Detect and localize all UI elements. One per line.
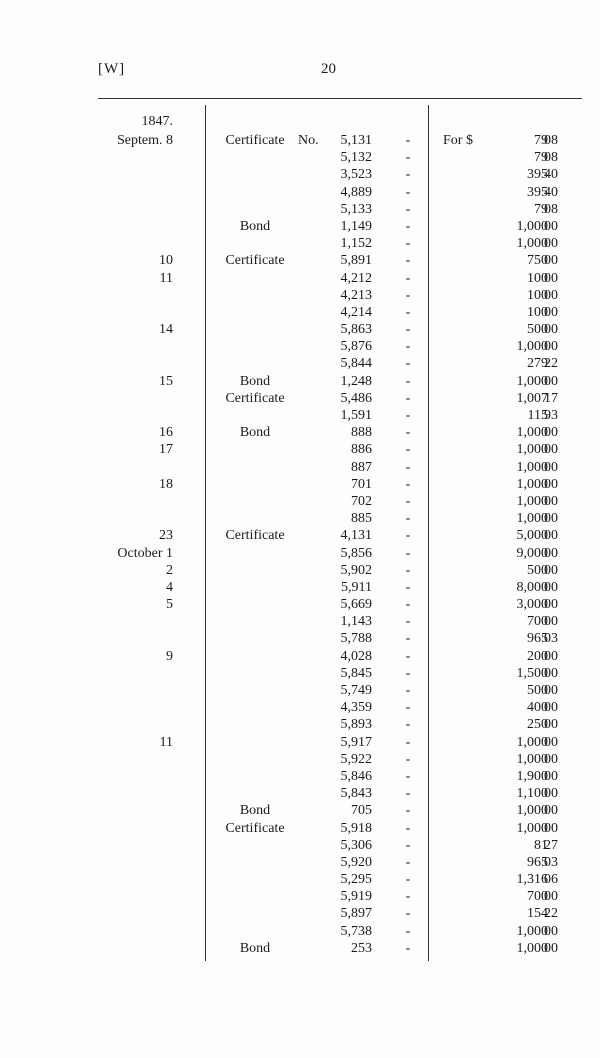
amount-dollars: 1,316	[516, 872, 548, 888]
separator-dash: -	[405, 167, 411, 183]
amount-prefix: For $	[443, 133, 473, 148]
separator-dash: -	[405, 854, 411, 870]
ledger-row	[0, 562, 600, 579]
separator-dash: -	[405, 820, 411, 836]
separator-dash: -	[405, 614, 411, 630]
ledger-row	[0, 287, 600, 304]
separator-dash: -	[405, 786, 411, 802]
ledger-row	[0, 579, 600, 596]
ledger-row	[0, 459, 600, 476]
amount-dollars: 1,000	[516, 442, 548, 458]
amount-dollars: 200	[527, 648, 548, 664]
security-number: 4,889	[340, 184, 372, 200]
amount-dollars: 965	[527, 631, 548, 647]
amount-cents: 00	[544, 459, 558, 475]
amount-cents: 00	[544, 820, 558, 836]
ledger-row	[0, 854, 600, 871]
amount-cents: 00	[544, 373, 558, 389]
security-number: 5,669	[340, 597, 372, 613]
security-number: 5,843	[340, 786, 372, 802]
ledger-row	[0, 424, 600, 441]
amount-cents: 00	[544, 579, 558, 595]
amount-dollars: 1,000	[516, 940, 548, 956]
separator-dash: -	[405, 493, 411, 509]
section-mark: [W]	[98, 61, 126, 77]
security-number: 5,911	[341, 579, 372, 595]
amount-dollars: 500	[527, 322, 548, 338]
amount-cents: 03	[544, 854, 558, 870]
security-number: 5,922	[340, 751, 372, 767]
amount-dollars: 100	[527, 304, 548, 320]
amount-dollars: 115	[527, 408, 548, 423]
security-number: 4,212	[340, 270, 372, 286]
separator-dash: -	[405, 373, 411, 389]
amount-dollars: 395	[527, 184, 548, 200]
separator-dash: -	[405, 287, 411, 303]
security-type: Certificate	[225, 133, 285, 148]
amount-dollars: 965	[527, 854, 548, 870]
amount-dollars: 1,000	[516, 923, 548, 939]
amount-dollars: 79	[534, 133, 548, 148]
separator-dash: -	[405, 717, 411, 733]
security-number: 5,893	[340, 717, 372, 733]
page-number: 20	[321, 61, 336, 77]
entry-date: 11	[159, 734, 173, 750]
amount-dollars: 1,000	[516, 236, 548, 252]
security-number: 888	[351, 425, 372, 441]
ledger-row	[0, 373, 600, 390]
separator-dash: -	[405, 356, 411, 372]
ledger-row	[0, 716, 600, 733]
amount-dollars: 81	[534, 837, 548, 853]
security-number: 5,846	[340, 768, 372, 784]
amount-dollars: 1,000	[516, 339, 548, 355]
ledger-row	[0, 184, 600, 201]
separator-dash: -	[405, 700, 411, 716]
security-number: 3,523	[340, 167, 372, 183]
amount-dollars: 79	[534, 150, 548, 166]
ledger-row	[0, 545, 600, 562]
security-number: 5,133	[340, 201, 372, 217]
amount-dollars: 500	[527, 683, 548, 698]
separator-dash: -	[405, 459, 411, 475]
separator-dash: -	[405, 184, 411, 200]
separator-dash: -	[405, 923, 411, 939]
ledger-row	[0, 648, 600, 665]
separator-dash: -	[405, 768, 411, 784]
security-number: 705	[351, 803, 372, 819]
security-number: 1,248	[340, 373, 372, 389]
separator-dash: -	[405, 906, 411, 922]
amount-cents: 08	[544, 201, 558, 217]
security-number: 5,788	[340, 631, 372, 647]
security-number: 5,891	[340, 253, 372, 269]
separator-dash: -	[405, 683, 411, 698]
security-number: 253	[351, 940, 372, 956]
security-number: 5,863	[340, 322, 372, 338]
separator-dash: -	[405, 270, 411, 286]
separator-dash: -	[405, 511, 411, 527]
amount-cents: 00	[544, 768, 558, 784]
amount-cents: 00	[544, 683, 558, 698]
amount-cents: 08	[544, 150, 558, 166]
amount-cents: 22	[544, 906, 558, 922]
security-type: Certificate	[225, 253, 285, 269]
amount-dollars: 1,100	[516, 786, 548, 802]
security-number: 5,876	[340, 339, 372, 355]
amount-dollars: 1,000	[516, 511, 548, 527]
amount-cents: 00	[544, 734, 558, 750]
separator-dash: -	[405, 218, 411, 234]
separator-dash: -	[405, 201, 411, 217]
amount-dollars: 79	[534, 201, 548, 217]
entry-date: 17	[159, 442, 173, 458]
ledger-row	[0, 166, 600, 183]
separator-dash: -	[405, 133, 411, 148]
security-number: 5,132	[340, 150, 372, 166]
amount-dollars: 1,000	[516, 218, 548, 234]
separator-dash: -	[405, 442, 411, 458]
amount-cents: 22	[544, 356, 558, 372]
security-number: 5,917	[340, 734, 372, 750]
amount-dollars: 1,000	[516, 493, 548, 509]
ledger-row	[0, 630, 600, 647]
amount-dollars: 9,000	[516, 545, 548, 561]
amount-dollars: 750	[527, 253, 548, 269]
ledger-row	[0, 751, 600, 768]
amount-cents: 00	[544, 940, 558, 956]
amount-cents: 00	[544, 493, 558, 509]
number-prefix: No.	[298, 133, 319, 148]
ledger-row	[0, 201, 600, 218]
ledger-row	[0, 338, 600, 355]
ledger-row	[0, 476, 600, 493]
ledger-row	[0, 510, 600, 527]
security-number: 5,844	[340, 356, 372, 372]
security-number: 5,920	[340, 854, 372, 870]
ledger-row	[0, 132, 600, 149]
amount-cents: 00	[544, 322, 558, 338]
entry-date: 9	[166, 648, 173, 664]
security-number: 885	[351, 511, 372, 527]
amount-dollars: 100	[527, 270, 548, 286]
amount-cents: 00	[544, 923, 558, 939]
year-label: 1847.	[141, 114, 173, 129]
security-number: 5,845	[340, 665, 372, 681]
security-number: 1,152	[340, 236, 372, 252]
amount-cents: 00	[544, 614, 558, 630]
security-number: 4,028	[340, 648, 372, 664]
amount-dollars: 1,000	[516, 459, 548, 475]
entry-date: 10	[159, 253, 173, 269]
amount-cents: 27	[544, 837, 558, 853]
ledger-row	[0, 682, 600, 699]
amount-cents: 00	[544, 803, 558, 819]
amount-dollars: 500	[527, 562, 548, 578]
amount-dollars: 1,000	[516, 476, 548, 492]
header-rule	[98, 98, 582, 99]
amount-cents: 00	[544, 562, 558, 578]
amount-cents: 93	[544, 408, 558, 423]
ledger-row	[0, 613, 600, 630]
amount-cents: 00	[544, 786, 558, 802]
ledger-row	[0, 596, 600, 613]
amount-cents: 00	[544, 717, 558, 733]
ledger-row	[0, 837, 600, 854]
security-type: Bond	[239, 373, 271, 389]
amount-cents: 00	[544, 287, 558, 303]
amount-dollars: 400	[527, 700, 548, 716]
ledger-row	[0, 493, 600, 510]
amount-dollars: 1,900	[516, 768, 548, 784]
separator-dash: -	[405, 734, 411, 750]
separator-dash: -	[405, 304, 411, 320]
ledger-row	[0, 355, 600, 372]
separator-dash: -	[405, 528, 411, 544]
amount-dollars: 1,007	[516, 390, 548, 406]
entry-date: 15	[159, 373, 173, 389]
separator-dash: -	[405, 579, 411, 595]
security-type: Bond	[239, 940, 271, 956]
security-number: 5,856	[340, 545, 372, 561]
entry-date: 16	[159, 425, 173, 441]
security-number: 701	[351, 476, 372, 492]
amount-dollars: 395	[527, 167, 548, 183]
ledger-row	[0, 321, 600, 338]
ledger-row	[0, 270, 600, 287]
ledger-row	[0, 304, 600, 321]
security-number: 4,131	[340, 528, 372, 544]
separator-dash: -	[405, 476, 411, 492]
security-number: 5,131	[340, 133, 372, 148]
amount-dollars: 700	[527, 614, 548, 630]
amount-cents: 03	[544, 631, 558, 647]
security-number: 1,149	[340, 218, 372, 234]
security-number: 5,486	[340, 390, 372, 406]
amount-dollars: 1,000	[516, 373, 548, 389]
amount-cents: 00	[544, 545, 558, 561]
separator-dash: -	[405, 889, 411, 905]
amount-dollars: 1,000	[516, 734, 548, 750]
ledger-row	[0, 905, 600, 922]
separator-dash: -	[405, 408, 411, 423]
ledger-row	[0, 734, 600, 751]
separator-dash: -	[405, 339, 411, 355]
entry-date: 23	[159, 528, 173, 544]
ledger-row	[0, 923, 600, 940]
amount-cents: 00	[544, 236, 558, 252]
ledger-row	[0, 888, 600, 905]
separator-dash: -	[405, 562, 411, 578]
amount-dollars: 1,000	[516, 425, 548, 441]
amount-cents: 00	[544, 425, 558, 441]
amount-cents: 00	[544, 339, 558, 355]
amount-dollars: 5,000	[516, 528, 548, 544]
security-number: 5,738	[340, 923, 372, 939]
security-number: 886	[351, 442, 372, 458]
amount-cents: 00	[544, 665, 558, 681]
entry-date: 5	[166, 597, 173, 613]
security-type: Bond	[239, 218, 271, 234]
amount-cents: 00	[544, 889, 558, 905]
security-number: 4,213	[340, 287, 372, 303]
security-number: 4,214	[340, 304, 372, 320]
amount-cents: 08	[544, 133, 558, 148]
amount-dollars: 1,500	[516, 665, 548, 681]
separator-dash: -	[405, 597, 411, 613]
ledger-row	[0, 820, 600, 837]
security-type: Certificate	[225, 820, 285, 836]
entry-date: 18	[159, 476, 173, 492]
security-number: 5,902	[340, 562, 372, 578]
separator-dash: -	[405, 665, 411, 681]
security-number: 5,919	[340, 889, 372, 905]
separator-dash: -	[405, 751, 411, 767]
entry-date: 4	[166, 579, 173, 595]
security-type: Bond	[239, 425, 271, 441]
amount-cents: 06	[544, 872, 558, 888]
separator-dash: -	[405, 425, 411, 441]
security-number: 702	[351, 493, 372, 509]
amount-dollars: 100	[527, 287, 548, 303]
amount-dollars: 1,000	[516, 803, 548, 819]
separator-dash: -	[405, 837, 411, 853]
ledger-row	[0, 407, 600, 424]
amount-dollars: 250	[527, 717, 548, 733]
ledger-row	[0, 940, 600, 957]
ledger-row	[0, 871, 600, 888]
security-number: 4,359	[340, 700, 372, 716]
ledger-row	[0, 699, 600, 716]
amount-cents: 00	[544, 218, 558, 234]
separator-dash: -	[405, 390, 411, 406]
amount-cents: 00	[544, 304, 558, 320]
ledger-row	[0, 527, 600, 544]
security-number: 5,749	[340, 683, 372, 698]
amount-cents: 00	[544, 270, 558, 286]
amount-dollars: 1,000	[516, 820, 548, 836]
security-type: Bond	[239, 803, 271, 819]
amount-cents: 00	[544, 751, 558, 767]
ledger-row	[0, 768, 600, 785]
security-number: 5,897	[340, 906, 372, 922]
entry-date: 14	[159, 322, 173, 338]
security-number: 5,295	[340, 872, 372, 888]
entry-date: 11	[159, 270, 173, 286]
amount-dollars: 279	[527, 356, 548, 372]
ledger-row	[0, 390, 600, 407]
amount-cents: 00	[544, 442, 558, 458]
amount-dollars: 3,000	[516, 597, 548, 613]
security-number: 5,918	[340, 820, 372, 836]
amount-dollars: 154	[527, 906, 548, 922]
amount-dollars: 8,000	[516, 579, 548, 595]
separator-dash: -	[405, 236, 411, 252]
amount-cents: 40	[544, 184, 558, 200]
amount-cents: 00	[544, 700, 558, 716]
separator-dash: -	[405, 150, 411, 166]
ledger-row	[0, 802, 600, 819]
entry-date: October 1	[117, 545, 173, 561]
amount-cents: 40	[544, 167, 558, 183]
separator-dash: -	[405, 648, 411, 664]
ledger-table	[0, 132, 600, 957]
ledger-row	[0, 218, 600, 235]
separator-dash: -	[405, 545, 411, 561]
security-type: Certificate	[225, 528, 285, 544]
amount-cents: 00	[544, 253, 558, 269]
ledger-row	[0, 252, 600, 269]
ledger-row	[0, 785, 600, 802]
amount-cents: 00	[544, 476, 558, 492]
security-number: 1,591	[340, 408, 372, 423]
entry-date: Septem. 8	[117, 133, 173, 148]
security-type: Certificate	[225, 390, 285, 406]
entry-date: 2	[166, 562, 173, 578]
security-number: 5,306	[340, 837, 372, 853]
amount-cents: 00	[544, 648, 558, 664]
separator-dash: -	[405, 253, 411, 269]
amount-cents: 00	[544, 528, 558, 544]
separator-dash: -	[405, 322, 411, 338]
separator-dash: -	[405, 803, 411, 819]
amount-cents: 00	[544, 597, 558, 613]
security-number: 1,143	[340, 614, 372, 630]
separator-dash: -	[405, 940, 411, 956]
security-number: 887	[351, 459, 372, 475]
separator-dash: -	[405, 631, 411, 647]
amount-dollars: 700	[527, 889, 548, 905]
ledger-row	[0, 235, 600, 252]
amount-dollars: 1,000	[516, 751, 548, 767]
separator-dash: -	[405, 872, 411, 888]
ledger-row	[0, 441, 600, 458]
amount-cents: 00	[544, 511, 558, 527]
ledger-row	[0, 665, 600, 682]
ledger-row	[0, 149, 600, 166]
amount-cents: 17	[544, 390, 558, 406]
